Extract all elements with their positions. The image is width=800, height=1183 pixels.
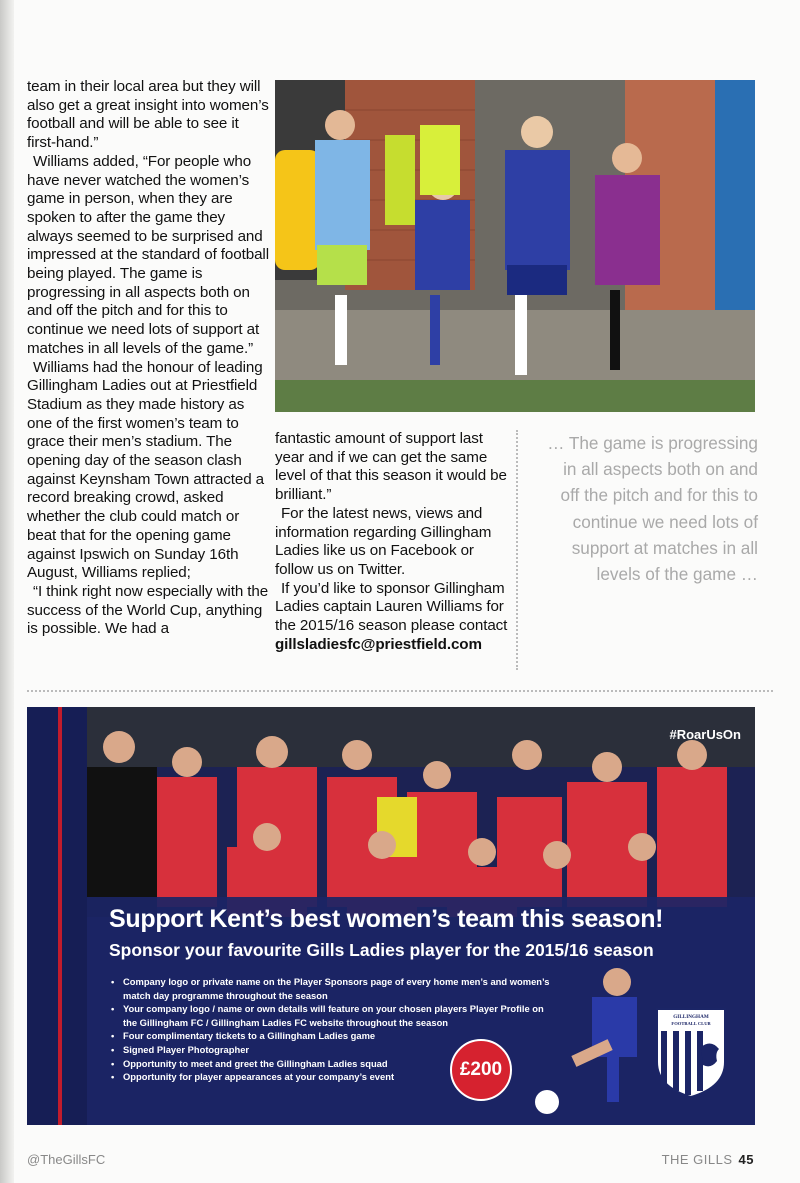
paragraph: Williams had the honour of leading Gillingham Ladies out at Priestfield Stadium as they made history as one of the first women’s team to grace their men’s stadium. The opening day of the season clash against Keynsham Town attracted a record breaking crowd, asked whether the club could match or beat that for the opening game against Ipswich on Sunday 16th August, Williams replied; <box>27 358 265 582</box>
article-column-1 <box>27 78 270 639</box>
page-edge-shadow <box>0 0 14 1183</box>
walkout-photo-illustration <box>275 80 755 412</box>
paragraph: If you’d like to sponsor Gillingham Ladies captain Lauren Williams for the 2015/16 season please contact <box>275 579 508 635</box>
svg-text:FOOTBALL CLUB: FOOTBALL CLUB <box>671 1021 711 1026</box>
contact-email[interactable]: gillsladiesfc@priestfield.com <box>275 635 482 653</box>
ad-side-panel <box>27 707 87 1125</box>
ad-red-stripe <box>58 707 62 1125</box>
pull-quote: … The game is progressing in all aspects both on and off the pitch and for this to continue we need lots of support at matches in all levels of the game … <box>547 433 758 585</box>
list-item: • Company logo or private name on the Player Sponsors page of every home men’s and women’s match day programme throughout the season <box>109 975 554 1002</box>
team-walkout-photo <box>275 80 755 412</box>
svg-text:GILLINGHAM: GILLINGHAM <box>673 1014 709 1020</box>
list-item: • Signed Player Photographer <box>109 1043 554 1057</box>
list-item: • Four complimentary tickets to a Gillingham Ladies game <box>109 1029 554 1043</box>
column-divider <box>516 430 518 670</box>
section-divider <box>27 690 773 692</box>
page-number: 45 <box>738 1152 754 1167</box>
list-item: • Opportunity to meet and greet the Gillingham Ladies squad <box>109 1057 554 1071</box>
paragraph: “I think right now especially with the success of the World Cup, anything is possible. We had a <box>27 582 269 638</box>
article-column-2 <box>275 430 515 654</box>
paragraph: Williams added, “For people who have never watched the women’s game in person, when they are spoken to after the game they always seemed to be surprised and impressed at the standard of football being played. The game is progressing in all aspects both on and off the pitch and for this to continue we need lots of support at matches in all levels of the game.” <box>27 152 269 357</box>
ad-headline: Support Kent’s best women’s team this season! <box>109 905 664 933</box>
list-item: • Your company logo / name or own details will feature on your chosen players Player Profile on the Gillingham FC / Gillingham Ladies FC website throughout the season <box>109 1002 554 1029</box>
twitter-handle: @TheGillsFC <box>27 1152 106 1167</box>
sponsor-advertisement <box>27 707 755 1125</box>
list-item: • Opportunity for player appearances at your company’s event <box>109 1070 554 1084</box>
paragraph: fantastic amount of support last year and if we can get the same level of that this season it would be brilliant.” <box>275 430 507 504</box>
price-badge: £200 <box>450 1039 512 1101</box>
page-footer <box>662 1152 754 1167</box>
hashtag-label: #RoarUsOn <box>669 727 741 742</box>
magazine-name: THE GILLS <box>661 1152 733 1167</box>
gillingham-crest-logo <box>655 1007 727 1099</box>
paragraph: For the latest news, views and information regarding Gillingham Ladies like us on Facebook or follow us on Twitter. <box>275 504 492 578</box>
ad-subheadline: Sponsor your favourite Gills Ladies player for the 2015/16 season <box>109 940 654 960</box>
paragraph: team in their local area but they will also get a great insight into women’s football and will be able to see it first-hand.” <box>27 78 269 152</box>
